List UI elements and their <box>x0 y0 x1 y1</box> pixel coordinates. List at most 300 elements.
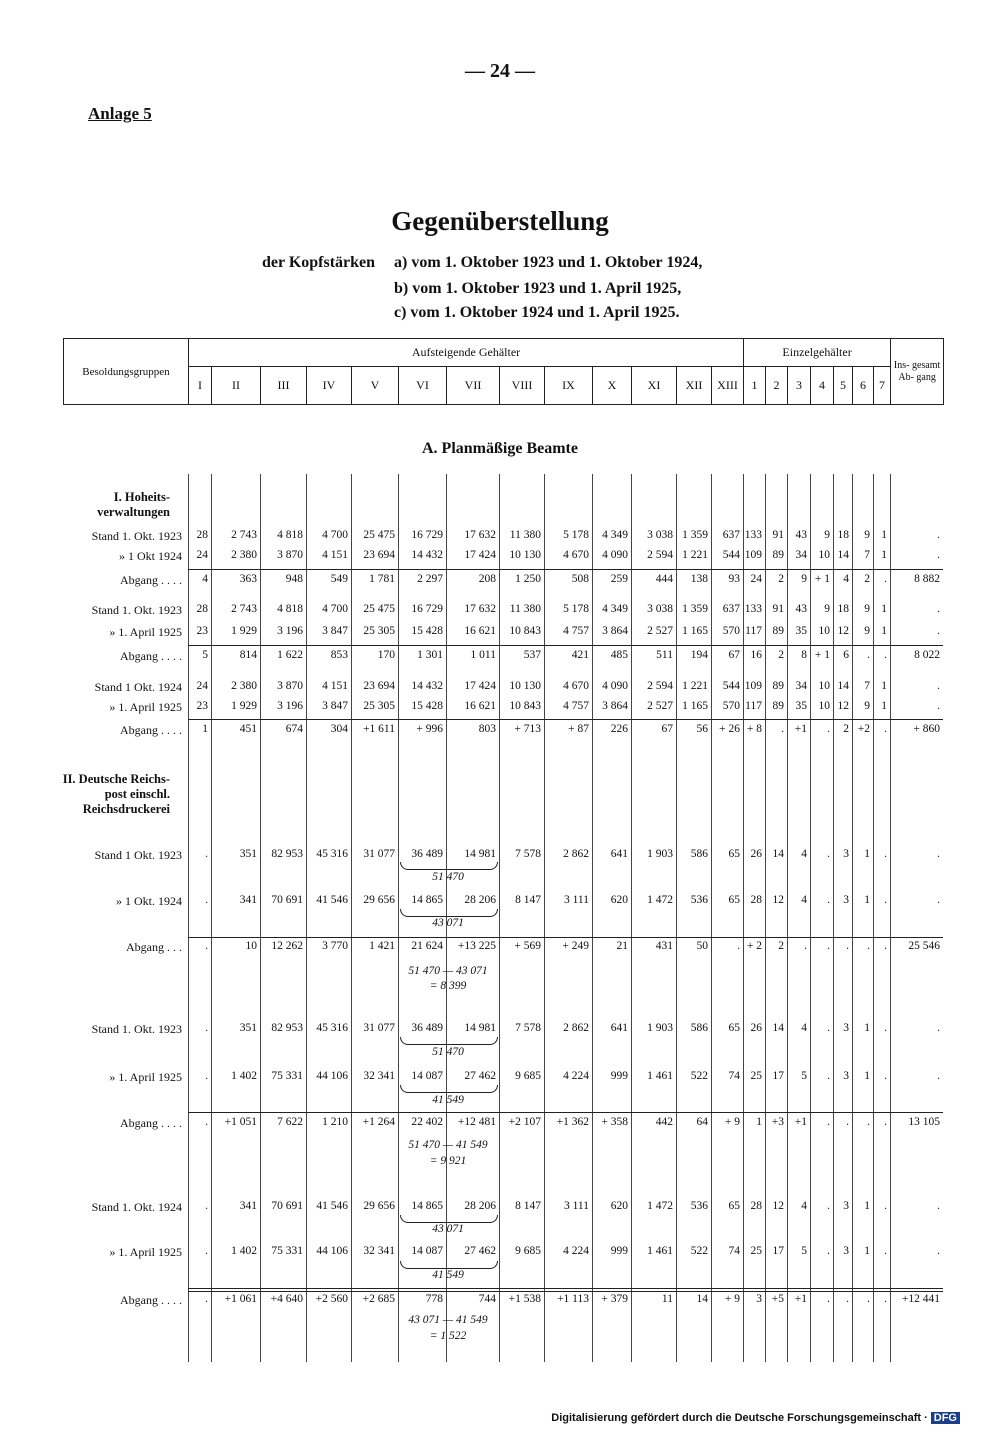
table-cell: . <box>846 940 849 952</box>
subtitle-c: c) vom 1. Oktober 1924 und 1. April 1925. <box>394 304 680 321</box>
table-cell: 12 262 <box>271 940 303 952</box>
table-cell: 4 151 <box>322 549 348 561</box>
table-cell: 28 <box>750 894 762 906</box>
table-cell: 10 <box>818 680 830 692</box>
table-cell: 16 729 <box>411 529 443 541</box>
table-cell: 89 <box>772 625 784 637</box>
table-cell: 3 196 <box>277 700 303 712</box>
table-cell: . <box>846 1116 849 1128</box>
table-cell: 89 <box>772 680 784 692</box>
brace <box>400 1085 498 1093</box>
table-cell: + 8 <box>746 723 762 735</box>
table-cell: 522 <box>690 1070 708 1082</box>
table-cell: 2 527 <box>647 700 673 712</box>
header-col-II: II <box>212 367 261 405</box>
table-cell: 3 <box>756 1293 762 1305</box>
table-cell: 10 843 <box>509 625 541 637</box>
table-cell: . <box>884 940 887 952</box>
table-cell: 27 462 <box>464 1245 496 1257</box>
double-rule <box>188 1288 943 1292</box>
table-cell: . <box>937 894 940 906</box>
table-cell: 444 <box>655 573 673 585</box>
table-cell: . <box>867 940 870 952</box>
row-label: Abgang . . . . <box>120 1116 182 1130</box>
header-col-1: 1 <box>744 367 766 405</box>
table-cell: 10 130 <box>509 680 541 692</box>
table-cell: 4 <box>801 1022 807 1034</box>
table-cell: . <box>205 1116 208 1128</box>
footer <box>551 1412 960 1424</box>
header-col-XI: XI <box>632 367 677 405</box>
table-cell: 1 <box>881 549 887 561</box>
table-cell: . <box>937 700 940 712</box>
rule <box>188 719 943 720</box>
row-label: Stand 1 Okt. 1924 <box>94 680 182 694</box>
table-cell: + 9 <box>724 1116 740 1128</box>
rule <box>188 1112 943 1113</box>
header-col-IV: IV <box>307 367 352 405</box>
table-cell: 10 <box>818 700 830 712</box>
table-cell: 999 <box>610 1245 628 1257</box>
table-cell: 4 <box>843 573 849 585</box>
table-cell: 82 953 <box>271 848 303 860</box>
sum-3a: 51 470 — 43 071 <box>408 965 488 977</box>
brace <box>400 862 498 870</box>
table-cell: 9 <box>864 625 870 637</box>
table-cell: 74 <box>728 1245 740 1257</box>
table-cell: . <box>781 723 784 735</box>
header-col-III: III <box>261 367 307 405</box>
table-cell: 23 694 <box>363 680 395 692</box>
table-cell: 194 <box>690 649 708 661</box>
table-cell: 44 106 <box>316 1070 348 1082</box>
header-col-I: I <box>189 367 212 405</box>
table-cell: 23 <box>196 700 208 712</box>
table-cell: 24 <box>196 549 208 561</box>
table-cell: 1 165 <box>682 625 708 637</box>
table-cell: 10 <box>818 625 830 637</box>
table-cell: 75 331 <box>271 1245 303 1257</box>
table-cell: 117 <box>745 625 762 637</box>
table-cell: 570 <box>722 700 740 712</box>
table-cell: 16 621 <box>464 700 496 712</box>
table-cell: +1 362 <box>556 1116 589 1128</box>
table-cell: 82 953 <box>271 1022 303 1034</box>
table-cell: 8 <box>801 649 807 661</box>
table-cell: 536 <box>690 894 708 906</box>
table-cell: 91 <box>772 529 784 541</box>
table-cell: 442 <box>655 1116 673 1128</box>
table-cell: 14 087 <box>411 1070 443 1082</box>
sum-8: 41 549 <box>432 1269 464 1281</box>
table-cell: 620 <box>610 894 628 906</box>
table-cell: 17 424 <box>464 549 496 561</box>
table-cell: 4 <box>801 894 807 906</box>
table-cell: 10 <box>818 549 830 561</box>
table-cell: 1 461 <box>647 1245 673 1257</box>
table-cell: 2 743 <box>231 603 257 615</box>
table-cell: 1 011 <box>470 649 496 661</box>
sum-6a: 51 470 — 41 549 <box>408 1139 488 1151</box>
table-cell: + 569 <box>514 940 541 952</box>
table-cell: 1 <box>864 1200 870 1212</box>
group-2-line-3: Reichsdruckerei <box>82 802 170 816</box>
table-cell: 50 <box>696 940 708 952</box>
table-cell: 3 196 <box>277 625 303 637</box>
table-cell: 5 <box>202 649 208 661</box>
table-cell: 2 <box>864 573 870 585</box>
table-cell: 4 090 <box>602 680 628 692</box>
rule <box>188 569 943 570</box>
table-cell: 4 224 <box>563 1070 589 1082</box>
table-cell: 16 <box>750 649 762 661</box>
table-cell: . <box>205 1245 208 1257</box>
brace <box>400 1261 498 1269</box>
table-cell: 3 864 <box>602 700 628 712</box>
header-col-2: 2 <box>766 367 788 405</box>
table-cell: . <box>205 1293 208 1305</box>
table-cell: 2 380 <box>231 549 257 561</box>
table-cell: 133 <box>744 603 762 615</box>
table-cell: 3 111 <box>563 894 589 906</box>
table-cell: 21 624 <box>411 940 443 952</box>
table-cell: 999 <box>610 1070 628 1082</box>
sum-9b: = 1 522 <box>429 1330 467 1342</box>
table-cell: 586 <box>690 1022 708 1034</box>
table-cell: +2 107 <box>508 1116 541 1128</box>
table-cell: 3 038 <box>647 529 673 541</box>
table-cell: 259 <box>610 573 628 585</box>
table-cell: . <box>937 529 940 541</box>
table-cell: . <box>884 1022 887 1034</box>
row-label: Abgang . . . . <box>120 649 182 663</box>
header-col-XII: XII <box>677 367 712 405</box>
table-cell: 3 870 <box>277 549 303 561</box>
table-cell: . <box>884 1245 887 1257</box>
row-label: Stand 1. Okt. 1923 <box>91 1022 182 1036</box>
table-cell: 4 757 <box>563 625 589 637</box>
table-cell: 14 981 <box>464 1022 496 1034</box>
header-col-4: 4 <box>811 367 834 405</box>
table-cell: 6 <box>843 649 849 661</box>
table-cell: 363 <box>239 573 257 585</box>
table-cell: + 1 <box>814 573 830 585</box>
table-cell: . <box>205 1070 208 1082</box>
row-label: Stand 1 Okt. 1923 <box>94 848 182 862</box>
table-cell: 93 <box>728 573 740 585</box>
table-cell: 14 865 <box>411 1200 443 1212</box>
table-cell: . <box>884 1293 887 1305</box>
brace <box>400 1215 498 1223</box>
table-cell: 4 700 <box>322 603 348 615</box>
table-cell: 14 865 <box>411 894 443 906</box>
group-1-line-1: I. Hoheits- <box>113 490 170 504</box>
row-label: Abgang . . . . <box>120 573 182 587</box>
table-cell: 5 <box>801 1070 807 1082</box>
header-col-VIII: VIII <box>500 367 545 405</box>
table-cell: 637 <box>722 529 740 541</box>
table-cell: 21 <box>616 940 628 952</box>
table-cell: . <box>937 549 940 561</box>
table-cell: + 860 <box>913 723 940 735</box>
table-cell: . <box>205 940 208 952</box>
table-cell: 3 770 <box>322 940 348 952</box>
table-cell: 4 818 <box>277 529 303 541</box>
table-cell: +4 640 <box>270 1293 303 1305</box>
table-cell: 778 <box>425 1293 443 1305</box>
table-cell: 133 <box>744 529 762 541</box>
table-cell: 24 <box>750 573 762 585</box>
sum-3b: = 8 399 <box>429 980 467 992</box>
table-cell: . <box>884 723 887 735</box>
table-cell: 23 <box>196 625 208 637</box>
table-cell: 226 <box>610 723 628 735</box>
table-cell: 11 380 <box>509 529 541 541</box>
table-cell: 3 <box>843 1070 849 1082</box>
table-cell: + 87 <box>568 723 589 735</box>
table-cell: + 1 <box>814 649 830 661</box>
table-cell: 65 <box>728 1200 740 1212</box>
table-cell: . <box>884 1116 887 1128</box>
table-cell: 3 038 <box>647 603 673 615</box>
table-cell: 14 087 <box>411 1245 443 1257</box>
table-cell: 9 <box>801 573 807 585</box>
table-cell: 9 <box>864 700 870 712</box>
table-header <box>63 338 944 405</box>
table-cell: 1 221 <box>682 549 708 561</box>
table-cell: 29 656 <box>363 894 395 906</box>
table-cell: 1 <box>881 700 887 712</box>
table-cell: . <box>867 1116 870 1128</box>
table-cell: 2 527 <box>647 625 673 637</box>
table-cell: 8 147 <box>515 894 541 906</box>
table-cell: 7 578 <box>515 848 541 860</box>
sum-7: 43 071 <box>432 1223 464 1235</box>
brace <box>400 1037 498 1045</box>
table-cell: +1 538 <box>508 1293 541 1305</box>
table-cell: 18 <box>837 603 849 615</box>
table-cell: 637 <box>722 603 740 615</box>
table-cell: 2 <box>778 940 784 952</box>
table-cell: 32 341 <box>363 1245 395 1257</box>
table-cell: + 358 <box>601 1116 628 1128</box>
table-cell: 28 <box>750 1200 762 1212</box>
table-cell: . <box>205 848 208 860</box>
table-cell: 16 621 <box>464 625 496 637</box>
table-cell: 803 <box>478 723 496 735</box>
table-cell: . <box>884 1070 887 1082</box>
footer-text: Digitalisierung gefördert durch die Deutsche Forschungsgemeinschaft · <box>551 1412 928 1424</box>
table-cell: 4 349 <box>602 603 628 615</box>
table-cell: 1 <box>864 894 870 906</box>
table-cell: . <box>827 1022 830 1034</box>
table-cell: 24 <box>196 680 208 692</box>
table-cell: . <box>205 894 208 906</box>
table-cell: 109 <box>744 680 762 692</box>
row-label: » 1. April 1925 <box>109 625 182 639</box>
table-cell: 3 <box>843 894 849 906</box>
table-cell: . <box>884 1200 887 1212</box>
table-cell: . <box>205 1200 208 1212</box>
table-cell: 9 685 <box>515 1070 541 1082</box>
header-col-6: 6 <box>853 367 874 405</box>
table-cell: 34 <box>795 680 807 692</box>
sum-1: 51 470 <box>432 871 464 883</box>
table-cell: . <box>867 649 870 661</box>
table-cell: 26 <box>750 1022 762 1034</box>
table-cell: 32 341 <box>363 1070 395 1082</box>
row-label: » 1. April 1925 <box>109 700 182 714</box>
table-cell: 4 <box>202 573 208 585</box>
table-cell: 2 297 <box>417 573 443 585</box>
header-col-5: 5 <box>834 367 853 405</box>
group-1-label <box>60 490 170 520</box>
table-cell: +1 <box>794 1116 807 1128</box>
table-cell: 28 <box>196 603 208 615</box>
sum-5: 41 549 <box>432 1094 464 1106</box>
table-cell: 16 729 <box>411 603 443 615</box>
table-cell: 28 <box>196 529 208 541</box>
table-cell: . <box>827 848 830 860</box>
table-cell: 12 <box>772 1200 784 1212</box>
table-cell: 17 424 <box>464 680 496 692</box>
table-cell: 853 <box>330 649 348 661</box>
table-cell: 536 <box>690 1200 708 1212</box>
table-cell: 91 <box>772 603 784 615</box>
row-label: Stand 1. Okt. 1923 <box>91 603 182 617</box>
section-title: A. Planmäßige Beamte <box>422 440 578 457</box>
table-cell: 22 402 <box>411 1116 443 1128</box>
header-col-IX: IX <box>545 367 593 405</box>
rule <box>188 937 943 938</box>
row-label: Abgang . . . . <box>120 723 182 737</box>
table-cell: 8 882 <box>914 573 940 585</box>
table-cell: 10 843 <box>509 700 541 712</box>
table-cell: 4 090 <box>602 549 628 561</box>
table-cell: 17 632 <box>464 529 496 541</box>
header-col-VII: VII <box>447 367 500 405</box>
table-cell: 3 847 <box>322 625 348 637</box>
table-cell: +1 051 <box>224 1116 257 1128</box>
table-cell: 508 <box>571 573 589 585</box>
table-cell: 23 694 <box>363 549 395 561</box>
row-label: » 1. April 1925 <box>109 1070 182 1084</box>
table-cell: 13 105 <box>908 1116 940 1128</box>
sum-2: 43 071 <box>432 917 464 929</box>
table-cell: . <box>937 1070 940 1082</box>
table-cell: 2 <box>843 723 849 735</box>
table-cell: +12 481 <box>457 1116 496 1128</box>
table-cell: 75 331 <box>271 1070 303 1082</box>
table-cell: 948 <box>285 573 303 585</box>
table-cell: 1 <box>864 1070 870 1082</box>
table-cell: . <box>884 848 887 860</box>
table-cell: +1 <box>794 723 807 735</box>
table-cell: 89 <box>772 549 784 561</box>
table-cell: 421 <box>571 649 589 661</box>
table-cell: 5 178 <box>563 529 589 541</box>
table-cell: 11 380 <box>509 603 541 615</box>
table-cell: 43 <box>795 603 807 615</box>
table-cell: 89 <box>772 700 784 712</box>
table-cell: . <box>884 573 887 585</box>
header-col-XIII: XIII <box>712 367 744 405</box>
table-cell: 9 <box>824 529 830 541</box>
table-cell: 511 <box>656 649 673 661</box>
table-cell: . <box>804 940 807 952</box>
table-cell: 64 <box>696 1116 708 1128</box>
table-cell: 25 546 <box>908 940 940 952</box>
table-cell: 41 546 <box>316 1200 348 1212</box>
group-1-line-2: verwaltungen <box>97 505 170 519</box>
table-cell: . <box>827 1200 830 1212</box>
table-cell: . <box>937 603 940 615</box>
table-cell: 10 <box>245 940 257 952</box>
table-cell: 4 151 <box>322 680 348 692</box>
table-cell: 1 <box>881 625 887 637</box>
table-cell: 1 165 <box>682 700 708 712</box>
table-cell: 18 <box>837 529 849 541</box>
row-label: Stand 1. Okt. 1923 <box>91 529 182 543</box>
table-cell: 341 <box>239 894 257 906</box>
table-cell: +5 <box>771 1293 784 1305</box>
table-cell: 25 <box>750 1070 762 1082</box>
table-cell: 1 221 <box>682 680 708 692</box>
table-cell: 4 <box>801 848 807 860</box>
table-cell: 14 <box>696 1293 708 1305</box>
table-cell: 351 <box>239 1022 257 1034</box>
table-cell: 3 <box>843 1022 849 1034</box>
table-cell: 3 111 <box>563 1200 589 1212</box>
header-col-X: X <box>593 367 632 405</box>
group-2-line-1: II. Deutsche Reichs- <box>62 772 170 786</box>
table-cell: . <box>937 625 940 637</box>
table-cell: 1 <box>202 723 208 735</box>
table-cell: + 26 <box>719 723 740 735</box>
subtitle-a: a) vom 1. Oktober 1923 und 1. Oktober 1924, <box>394 254 703 271</box>
table-cell: 109 <box>744 549 762 561</box>
table-cell: 641 <box>610 848 628 860</box>
table-cell: . <box>937 848 940 860</box>
header-col-7: 7 <box>874 367 891 405</box>
table-cell: +1 611 <box>363 723 395 735</box>
table-cell: 3 847 <box>322 700 348 712</box>
table-cell: 12 <box>772 894 784 906</box>
table-cell: 14 <box>772 1022 784 1034</box>
table-cell: 3 864 <box>602 625 628 637</box>
table-cell: 674 <box>285 723 303 735</box>
table-cell: 4 670 <box>563 680 589 692</box>
table-cell: 304 <box>330 723 348 735</box>
table-cell: + 249 <box>562 940 589 952</box>
table-cell: 522 <box>690 1245 708 1257</box>
table-cell: + 996 <box>416 723 443 735</box>
table-cell: 1 903 <box>647 1022 673 1034</box>
table-cell: 12 <box>837 700 849 712</box>
subtitle-b: b) vom 1. Oktober 1923 und 1. April 1925, <box>394 280 682 297</box>
table-cell: 1 301 <box>417 649 443 661</box>
table-cell: 17 632 <box>464 603 496 615</box>
table-cell: 7 622 <box>277 1116 303 1128</box>
table-cell: 74 <box>728 1070 740 1082</box>
table-cell: 1 <box>881 603 887 615</box>
table-cell: 14 981 <box>464 848 496 860</box>
subtitle-lead: der Kopfstärken <box>262 254 376 271</box>
table-cell: 1 <box>864 1022 870 1034</box>
table-cell: 2 862 <box>563 848 589 860</box>
table-cell: 451 <box>239 723 257 735</box>
table-cell: 10 130 <box>509 549 541 561</box>
